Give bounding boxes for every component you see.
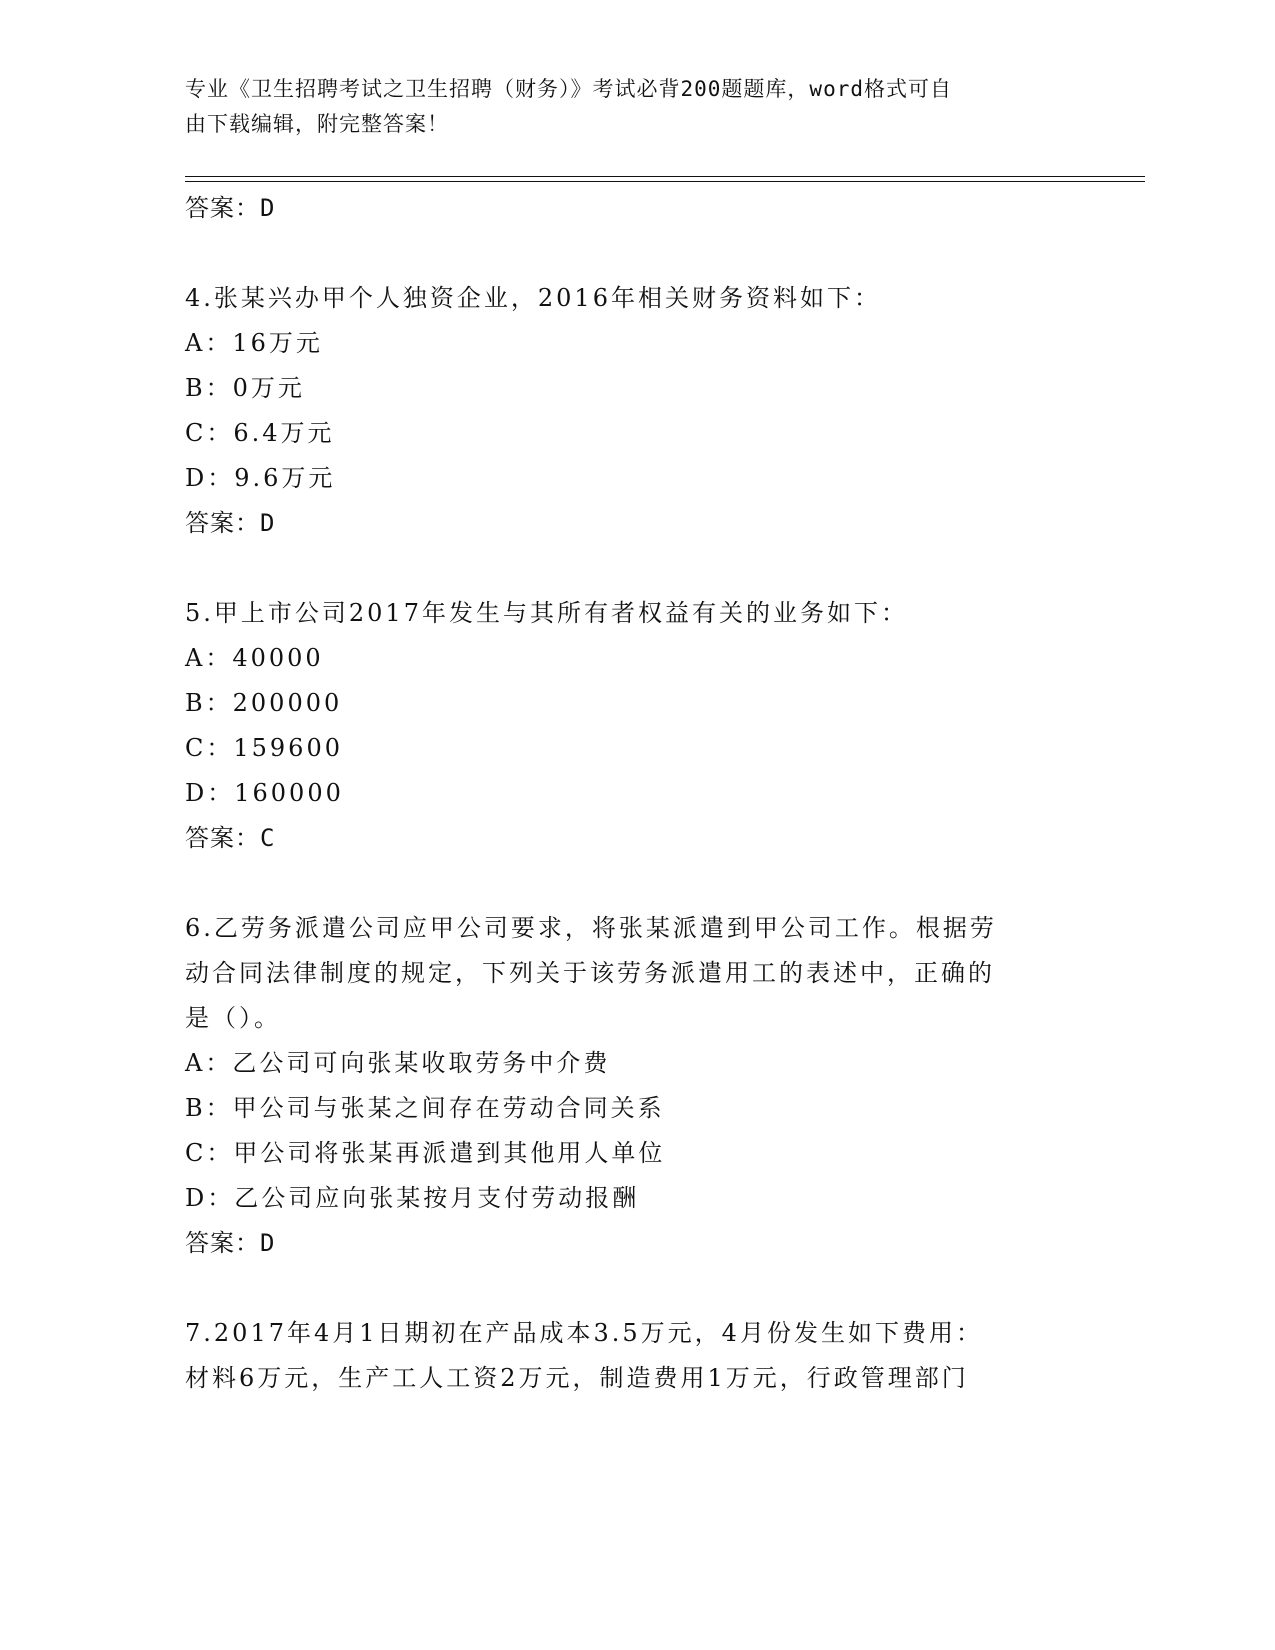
spacer	[185, 1266, 1085, 1311]
answer-line: 答案：D	[185, 509, 276, 537]
header-divider-top	[185, 176, 1145, 177]
header-divider-bottom	[185, 181, 1145, 182]
question-4-stem	[185, 276, 1085, 321]
question-stem-line: 4.张某兴办甲个人独资企业，2016年相关财务资料如下：	[185, 284, 881, 312]
option-a: A：40000	[185, 644, 324, 672]
spacer	[185, 861, 1085, 906]
question-stem-line: 6.乙劳务派遣公司应甲公司要求，将张某派遣到甲公司工作。根据劳	[185, 914, 997, 942]
spacer	[185, 546, 1085, 591]
option-b: B：0万元	[185, 374, 305, 402]
option-c: C：159600	[185, 734, 343, 762]
option-d: D：160000	[185, 779, 344, 807]
option-d: D：乙公司应向张某按月支付劳动报酬	[185, 1184, 640, 1212]
document-header	[185, 72, 1065, 142]
question-6-stem	[185, 906, 1085, 1041]
option-c: C：6.4万元	[185, 419, 335, 447]
header-title-line-2: 由下载编辑，附完整答案！	[185, 112, 449, 136]
option-b: B：200000	[185, 689, 343, 717]
question-stem-line: 动合同法律制度的规定，下列关于该劳务派遣用工的表述中，正确的	[185, 959, 995, 987]
option-c: C：甲公司将张某再派遣到其他用人单位	[185, 1139, 666, 1167]
answer-line: 答案：D	[185, 1229, 276, 1257]
question-list	[185, 186, 1085, 1401]
option-a: A：乙公司可向张某收取劳务中介费	[185, 1049, 611, 1077]
option-d: D：9.6万元	[185, 464, 336, 492]
question-7-stem	[185, 1311, 1085, 1401]
spacer	[185, 231, 1085, 276]
question-5-stem	[185, 591, 1085, 636]
option-b: B：甲公司与张某之间存在劳动合同关系	[185, 1094, 665, 1122]
question-stem-line: 5.甲上市公司2017年发生与其所有者权益有关的业务如下：	[185, 599, 908, 627]
header-title-line-1: 专业《卫生招聘考试之卫生招聘（财务）》考试必背200题题库，word格式可自	[185, 77, 952, 101]
question-stem-line: 材料6万元，生产工人工资2万元，制造费用1万元，行政管理部门	[185, 1364, 969, 1392]
option-a: A：16万元	[185, 329, 323, 357]
answer-line: 答案：C	[185, 824, 276, 852]
question-stem-line: 7.2017年4月1日期初在产品成本3.5万元，4月份发生如下费用：	[185, 1319, 983, 1347]
answer-line: 答案：D	[185, 194, 276, 222]
question-stem-line: 是（）。	[185, 1004, 281, 1032]
